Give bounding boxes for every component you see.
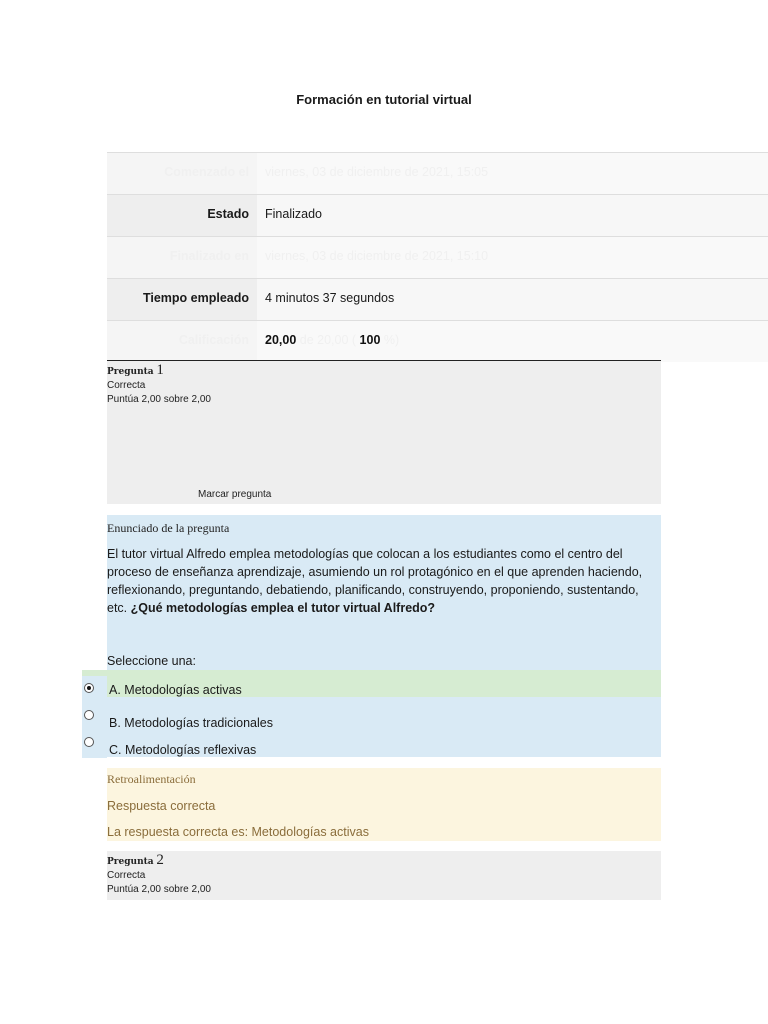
answer-option-b-label: B. Metodologías tradicionales <box>109 716 273 730</box>
question-2-status: Correcta <box>107 870 146 881</box>
grade-end: %) <box>383 333 400 347</box>
question-2-label: Pregunta <box>107 857 154 867</box>
answer-option-a-label: A. Metodologías activas <box>109 683 242 697</box>
answer-option-c[interactable] <box>107 730 661 757</box>
grade-label: Calificación <box>107 321 257 362</box>
question-1-score: Puntúa 2,00 sobre 2,00 <box>107 394 211 405</box>
question-header: Enunciado de la pregunta <box>107 521 230 535</box>
question-text-bold: ¿Qué metodologías emplea el tutor virtual Alfredo? <box>130 601 436 615</box>
grade-percent: 100 <box>359 333 381 347</box>
options-left-strip-top <box>82 670 107 676</box>
time-label: Tiempo empleado <box>107 279 257 320</box>
finished-label: Finalizado en <box>107 237 257 278</box>
time-value: 4 minutos 37 segundos <box>265 291 395 305</box>
summary-row-started <box>107 152 768 194</box>
started-value: viernes, 03 de diciembre de 2021, 15:05 <box>265 165 489 179</box>
summary-row-time <box>107 278 768 320</box>
feedback-result: Respuesta correcta <box>107 799 216 813</box>
question-1-feedback <box>107 768 661 841</box>
feedback-answer: La respuesta correcta es: Metodologías activas <box>107 825 369 839</box>
question-2-info <box>107 851 661 900</box>
question-2-score: Puntúa 2,00 sobre 2,00 <box>107 884 211 895</box>
grade-value-cell <box>257 321 399 362</box>
flag-question-link[interactable]: Marcar pregunta <box>198 489 272 500</box>
question-2-number: 2 <box>156 852 164 868</box>
select-prompt: Seleccione una: <box>107 654 196 668</box>
answer-radio-a[interactable] <box>84 683 94 693</box>
state-label: Estado <box>107 195 257 236</box>
summary-row-grade <box>107 320 768 362</box>
answer-radio-c[interactable] <box>84 737 94 747</box>
question-text-body: El tutor virtual Alfredo emplea metodologías que colocan a los estudiantes como el centro del proceso de enseñanza aprendizaje, asumiendo un rol protagónico en el que aprenden haciendo, reflexionando, preguntando, debatiendo, planificando, construyendo, proponiendo, sustentando, etc. <box>107 547 643 615</box>
state-value: Finalizado <box>265 207 322 221</box>
summary-row-finished <box>107 236 768 278</box>
summary-row-state <box>107 194 768 236</box>
grade-middle: de 20,00 ( <box>299 333 357 347</box>
question-1-status: Correcta <box>107 380 146 391</box>
grade-value: 20,00 <box>265 333 297 347</box>
quiz-summary-table <box>107 152 768 362</box>
question-1-label: Pregunta <box>107 367 154 377</box>
document-title: Formación en tutorial virtual <box>296 92 472 107</box>
question-1-info <box>107 360 661 504</box>
feedback-header: Retroalimentación <box>107 772 196 786</box>
answer-option-b[interactable] <box>107 703 661 730</box>
finished-value: viernes, 03 de diciembre de 2021, 15:10 <box>265 249 489 263</box>
answer-option-a[interactable] <box>107 670 661 697</box>
started-label: Comenzado el <box>107 153 257 194</box>
answer-radio-b[interactable] <box>84 710 94 720</box>
question-1-number: 1 <box>156 362 164 378</box>
question-text <box>107 545 661 617</box>
answer-option-c-label: C. Metodologías reflexivas <box>109 743 257 757</box>
